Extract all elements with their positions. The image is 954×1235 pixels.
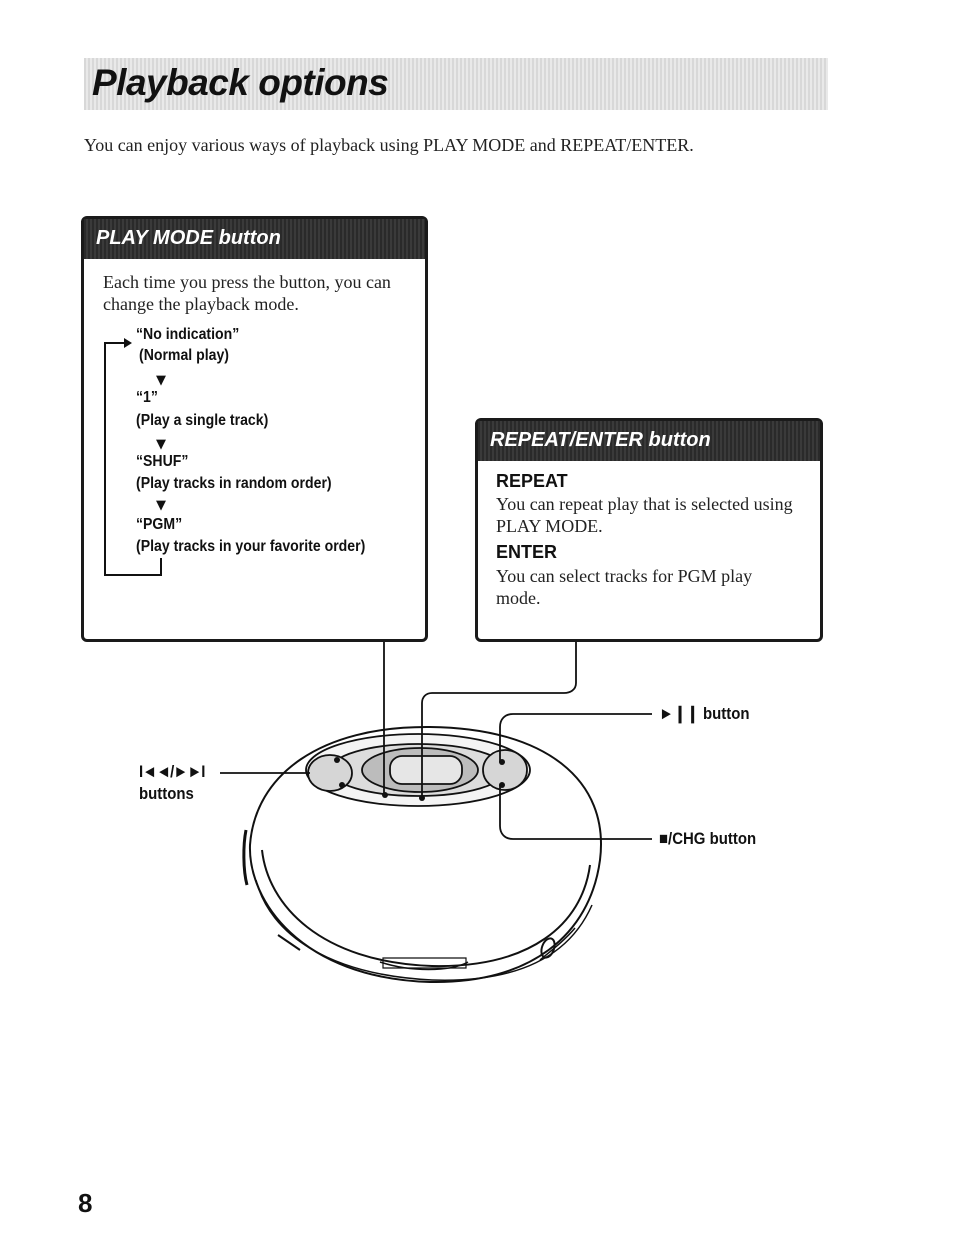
enter-heading: ENTER (496, 542, 558, 562)
enter-text: You can select tracks for PGM play mode. (496, 566, 753, 608)
repeat-enter-header: REPEAT/ENTER button (478, 421, 820, 461)
play-mode-header: PLAY MODE button (84, 219, 425, 259)
mode-meaning-normal: (Normal play) (139, 347, 229, 364)
mode-indicator-single: “1” (136, 389, 158, 406)
repeat-text: You can repeat play that is selected using PLAY MODE. (496, 494, 793, 536)
arrow-down-icon: ▼ (156, 373, 166, 388)
intro-text: You can enjoy various ways of playback using PLAY MODE and REPEAT/ENTER. (84, 135, 694, 155)
arrow-down-icon: ▼ (156, 437, 166, 452)
mode-indicator-normal: “No indication” (136, 326, 240, 343)
repeat-heading: REPEAT (496, 471, 568, 491)
mode-meaning-shuf: (Play tracks in random order) (136, 475, 332, 492)
skip-buttons-symbol: I◄◄/►►I (139, 762, 205, 781)
mode-meaning-single: (Play a single track) (136, 412, 269, 429)
page-number: 8 (78, 1188, 93, 1218)
play-pause-button-label: ►❙❙ button (659, 704, 750, 723)
stop-chg-button-label: ■/CHG button (659, 829, 757, 848)
mode-meaning-pgm: (Play tracks in your favorite order) (136, 538, 366, 555)
page-title: Playback options (92, 62, 389, 103)
mode-indicator-pgm: “PGM” (136, 516, 183, 533)
mode-indicator-shuf: “SHUF” (136, 453, 189, 470)
play-mode-description: Each time you press the button, you can change the playback mode. (103, 272, 391, 314)
skip-buttons-label: buttons (139, 784, 194, 803)
arrow-down-icon: ▼ (156, 498, 166, 513)
